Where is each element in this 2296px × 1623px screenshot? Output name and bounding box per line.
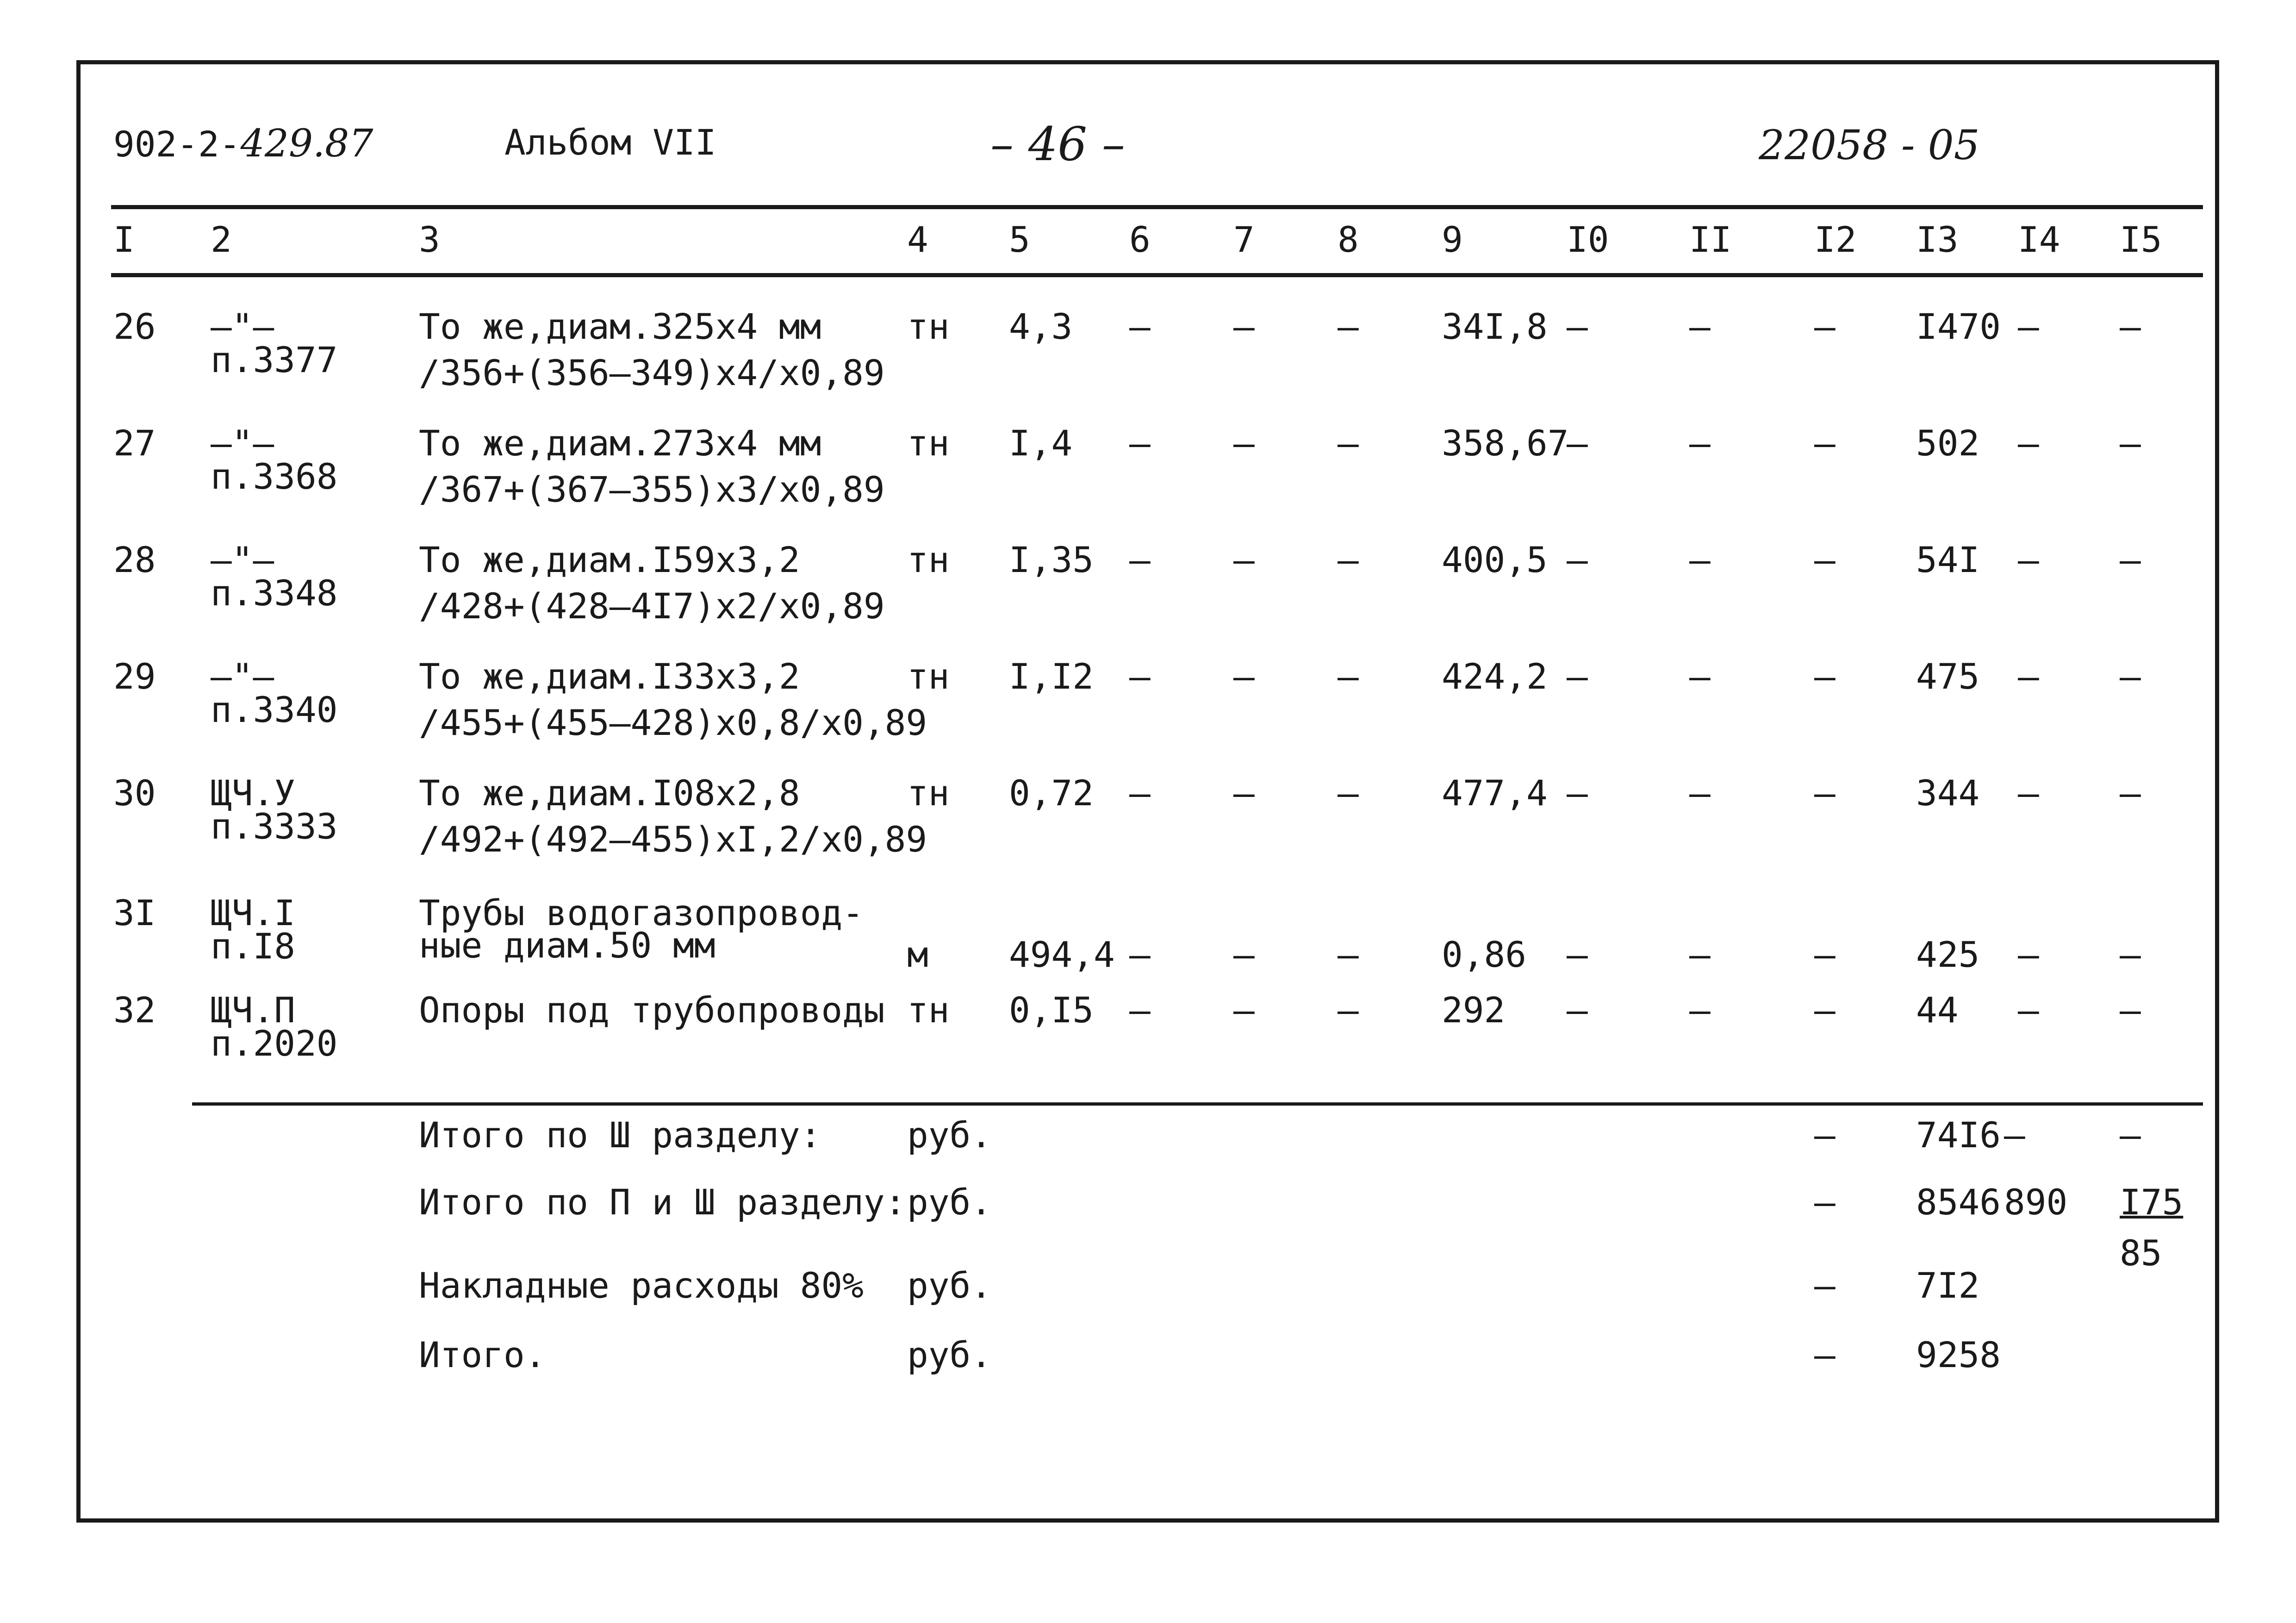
row-number: 30 — [113, 772, 156, 814]
row-value-col-7: – — [1233, 934, 1255, 975]
row-description-cont: /455+(455–428)х0,8/х0,89 — [419, 702, 927, 743]
row-value-col-8: – — [1338, 989, 1359, 1031]
row-value-col-7: – — [1233, 539, 1255, 580]
row-value-col-5: I,35 — [1009, 539, 1094, 580]
row-value-col-13: 502 — [1916, 423, 1980, 464]
row-value-col-10: – — [1567, 934, 1588, 975]
row-value-col-14: – — [2018, 772, 2039, 814]
code-handwritten: 429.87 — [240, 122, 373, 166]
row-value-col-14: – — [2018, 934, 2039, 975]
row-value-col-14: – — [2018, 656, 2039, 697]
row-unit: тн — [907, 656, 950, 697]
row-description-cont: ные диам.50 мм — [419, 925, 716, 966]
row-description: То же,диам.I08х2,8 — [419, 772, 800, 814]
row-value-col-14: – — [2018, 306, 2039, 347]
total-col-13: 8546 — [1916, 1181, 2001, 1223]
total-col-12: – — [1814, 1181, 1836, 1223]
column-header-8: 8 — [1338, 219, 1359, 260]
total-unit: руб. — [907, 1181, 992, 1223]
row-reference-item: п.3333 — [211, 806, 338, 847]
row-value-col-7: – — [1233, 989, 1255, 1031]
row-value-col-15: – — [2120, 989, 2141, 1031]
row-value-col-12: – — [1814, 934, 1836, 975]
page-number: – 46 – — [990, 117, 1125, 171]
header-top-rule — [111, 205, 2203, 209]
row-value-col-6: – — [1129, 306, 1151, 347]
row-number: 27 — [113, 423, 156, 464]
column-header-10: I0 — [1567, 219, 1609, 260]
row-value-col-5: 4,3 — [1009, 306, 1073, 347]
code-prefix: 902-2- — [113, 124, 241, 165]
row-value-col-5: I,4 — [1009, 423, 1073, 464]
column-header-6: 6 — [1129, 219, 1151, 260]
row-value-col-13: 44 — [1916, 989, 1959, 1031]
row-value-col-15: – — [2120, 772, 2141, 814]
row-description-cont: /492+(492–455)хI,2/х0,89 — [419, 819, 927, 860]
column-header-15: I5 — [2120, 219, 2162, 260]
total-label: Итого по П и Ш разделу: — [419, 1181, 906, 1223]
row-value-col-13: 425 — [1916, 934, 1980, 975]
totals-rule — [192, 1102, 2203, 1106]
row-value-col-13: 475 — [1916, 656, 1980, 697]
total-label: Итого. — [419, 1334, 546, 1375]
row-description-cont: /428+(428–4I7)х2/х0,89 — [419, 585, 885, 627]
total-col-15: – — [2120, 1114, 2141, 1156]
row-number: 3I — [113, 892, 156, 933]
row-value-col-10: – — [1567, 989, 1588, 1031]
row-value-col-11: – — [1689, 656, 1711, 697]
row-value-col-15: – — [2120, 656, 2141, 697]
total-col-15: I75 — [2120, 1181, 2184, 1223]
row-value-col-13: I470 — [1916, 306, 2001, 347]
row-value-col-10: – — [1567, 656, 1588, 697]
row-value-col-7: – — [1233, 772, 1255, 814]
row-description-cont: /367+(367–355)х3/х0,89 — [419, 469, 885, 510]
row-value-col-10: – — [1567, 772, 1588, 814]
row-reference-item: п.3348 — [211, 572, 338, 614]
column-header-9: 9 — [1442, 219, 1463, 260]
row-description-cont: /356+(356–349)х4/х0,89 — [419, 352, 885, 393]
row-value-col-8: – — [1338, 656, 1359, 697]
row-reference: –"– — [211, 306, 274, 347]
row-value-col-9: 358,67 — [1442, 423, 1569, 464]
row-value-col-10: – — [1567, 539, 1588, 580]
total-unit: руб. — [907, 1114, 992, 1156]
row-value-col-8: – — [1338, 306, 1359, 347]
row-description: То же,диам.273х4 мм — [419, 423, 821, 464]
row-value-col-11: – — [1689, 772, 1711, 814]
row-value-col-11: – — [1689, 306, 1711, 347]
row-value-col-7: – — [1233, 306, 1255, 347]
column-header-12: I2 — [1814, 219, 1857, 260]
row-unit: тн — [907, 423, 950, 464]
document-code — [113, 122, 373, 166]
column-header-11: II — [1689, 219, 1732, 260]
row-value-col-9: 0,86 — [1442, 934, 1527, 975]
row-unit: тн — [907, 772, 950, 814]
header-bottom-rule — [111, 273, 2203, 277]
row-description: То же,диам.325х4 мм — [419, 306, 821, 347]
total-col-12: – — [1814, 1114, 1836, 1156]
row-value-col-9: 424,2 — [1442, 656, 1548, 697]
row-value-col-6: – — [1129, 539, 1151, 580]
column-header-2: 2 — [211, 219, 232, 260]
row-value-col-9: 34I,8 — [1442, 306, 1548, 347]
column-header-1: I — [113, 219, 135, 260]
row-description: То же,диам.I33х3,2 — [419, 656, 800, 697]
row-value-col-15: – — [2120, 423, 2141, 464]
row-reference: –"– — [211, 423, 274, 464]
row-value-col-11: – — [1689, 539, 1711, 580]
row-reference: –"– — [211, 539, 274, 580]
row-description: То же,диам.I59х3,2 — [419, 539, 800, 580]
total-unit: руб. — [907, 1265, 992, 1306]
row-reference: ЩЧ.У — [211, 772, 296, 814]
row-unit: тн — [907, 989, 950, 1031]
row-value-col-14: – — [2018, 423, 2039, 464]
row-value-col-8: – — [1338, 772, 1359, 814]
doc-number: 22058 - 05 — [1759, 121, 1980, 169]
row-value-col-13: 54I — [1916, 539, 1980, 580]
total-col-15-sub: 85 — [2120, 1232, 2162, 1274]
row-description: Опоры под трубопроводы — [419, 989, 885, 1031]
row-unit: тн — [907, 306, 950, 347]
row-number: 28 — [113, 539, 156, 580]
row-value-col-14: – — [2018, 539, 2039, 580]
row-value-col-7: – — [1233, 423, 1255, 464]
total-col-14: 890 — [2004, 1181, 2068, 1223]
row-reference-item: п.2020 — [211, 1023, 338, 1064]
row-unit: м — [907, 934, 928, 975]
total-label: Накладные расходы 80% — [419, 1265, 864, 1306]
row-value-col-5: 0,72 — [1009, 772, 1094, 814]
column-header-13: I3 — [1916, 219, 1959, 260]
row-value-col-6: – — [1129, 934, 1151, 975]
row-value-col-5: I,I2 — [1009, 656, 1094, 697]
row-value-col-12: – — [1814, 306, 1836, 347]
row-value-col-10: – — [1567, 423, 1588, 464]
row-number: 32 — [113, 989, 156, 1031]
total-col-14: – — [2004, 1114, 2025, 1156]
row-value-col-12: – — [1814, 772, 1836, 814]
column-header-7: 7 — [1233, 219, 1255, 260]
row-value-col-11: – — [1689, 423, 1711, 464]
row-value-col-14: – — [2018, 989, 2039, 1031]
row-value-col-9: 400,5 — [1442, 539, 1548, 580]
row-number: 26 — [113, 306, 156, 347]
row-value-col-5: 0,I5 — [1009, 989, 1094, 1031]
row-reference-item: п.3377 — [211, 339, 338, 380]
total-label: Итого по Ш разделу: — [419, 1114, 821, 1156]
total-col-13: 9258 — [1916, 1334, 2001, 1375]
total-col-13: 7I2 — [1916, 1265, 1980, 1306]
row-value-col-11: – — [1689, 989, 1711, 1031]
row-reference-item: п.3368 — [211, 456, 338, 497]
row-unit: тн — [907, 539, 950, 580]
row-value-col-6: – — [1129, 772, 1151, 814]
total-col-12: – — [1814, 1334, 1836, 1375]
row-value-col-8: – — [1338, 423, 1359, 464]
row-value-col-15: – — [2120, 539, 2141, 580]
row-value-col-15: – — [2120, 934, 2141, 975]
total-col-12: – — [1814, 1265, 1836, 1306]
row-value-col-12: – — [1814, 989, 1836, 1031]
album-label: Альбом VII — [504, 122, 716, 163]
row-reference-item: п.I8 — [211, 926, 296, 967]
total-col-13: 74I6 — [1916, 1114, 2001, 1156]
row-value-col-9: 477,4 — [1442, 772, 1548, 814]
column-header-4: 4 — [907, 219, 928, 260]
row-value-col-8: – — [1338, 934, 1359, 975]
row-value-col-10: – — [1567, 306, 1588, 347]
row-reference: ЩЧ.П — [211, 989, 296, 1031]
row-value-col-12: – — [1814, 423, 1836, 464]
column-header-3: 3 — [419, 219, 440, 260]
row-description: Трубы водогазопровод- — [419, 892, 864, 933]
row-reference-item: п.3340 — [211, 689, 338, 730]
column-header-14: I4 — [2018, 219, 2060, 260]
row-value-col-12: – — [1814, 539, 1836, 580]
row-value-col-12: – — [1814, 656, 1836, 697]
column-header-5: 5 — [1009, 219, 1030, 260]
row-value-col-6: – — [1129, 423, 1151, 464]
row-value-col-7: – — [1233, 656, 1255, 697]
row-value-col-6: – — [1129, 656, 1151, 697]
row-value-col-13: 344 — [1916, 772, 1980, 814]
row-value-col-9: 292 — [1442, 989, 1506, 1031]
row-value-col-6: – — [1129, 989, 1151, 1031]
row-value-col-8: – — [1338, 539, 1359, 580]
row-reference: –"– — [211, 656, 274, 697]
total-unit: руб. — [907, 1334, 992, 1375]
row-number: 29 — [113, 656, 156, 697]
row-value-col-11: – — [1689, 934, 1711, 975]
row-value-col-15: – — [2120, 306, 2141, 347]
row-reference: ЩЧ.I — [211, 892, 296, 933]
row-value-col-5: 494,4 — [1009, 934, 1115, 975]
